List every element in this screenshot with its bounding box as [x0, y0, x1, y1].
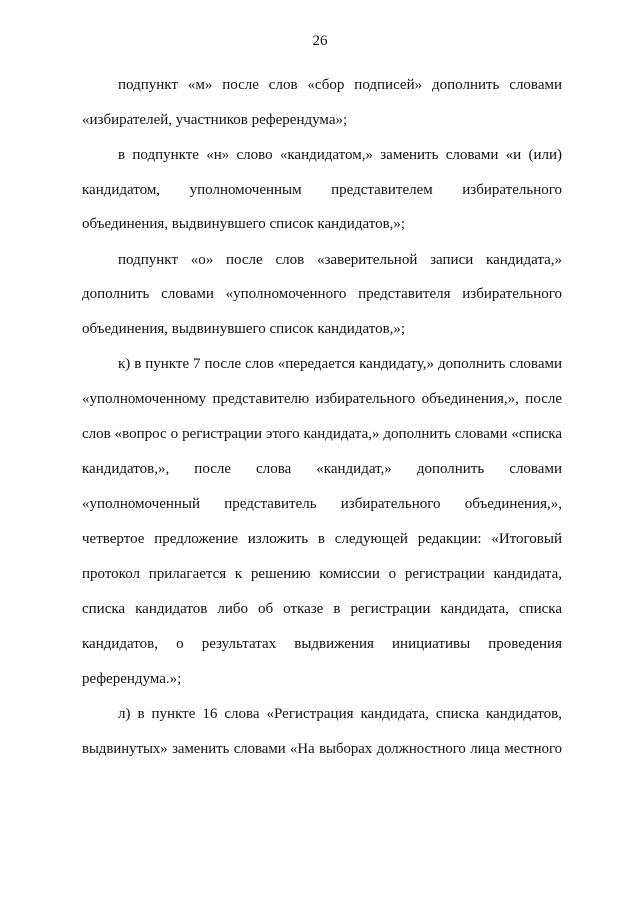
text-line: списка кандидатов либо об отказе в регистрации кандидата, списка: [82, 601, 562, 617]
text-line: кандидатов, о результатах выдвижения инициативы проведения: [82, 636, 562, 652]
text-line: подпункт «о» после слов «заверительной записи кандидата,»: [118, 252, 562, 268]
page-number: 26: [312, 33, 328, 49]
text-line: «избирателей, участников референдума»;: [82, 112, 348, 128]
text-line: в подпункте «н» слово «кандидатом,» заменить словами «и (или): [118, 147, 562, 163]
text-line: л) в пункте 16 слова «Регистрация кандидата, списка кандидатов,: [118, 706, 562, 722]
text-line: «уполномоченному представителю избирательного объединения,», после: [82, 391, 562, 407]
text-line: кандидатом, уполномоченным представителем избирательного: [82, 182, 562, 198]
text-line: четвертое предложение изложить в следующей редакции: «Итоговый: [82, 531, 562, 547]
text-line: дополнить словами «уполномоченного представителя избирательного: [82, 286, 562, 302]
text-line: кандидатов,», после слова «кандидат,» дополнить словами: [82, 461, 562, 477]
text-line: слов «вопрос о регистрации этого кандидата,» дополнить словами «списка: [82, 426, 562, 442]
text-line: объединения, выдвинувшего список кандидатов,»;: [82, 216, 406, 232]
text-line: «уполномоченный представитель избирательного объединения,»,: [82, 496, 562, 512]
text-line: референдума.»;: [82, 671, 182, 687]
text-line: к) в пункте 7 после слов «передается кандидату,» дополнить словами: [118, 356, 562, 372]
text-line: объединения, выдвинувшего список кандидатов,»;: [82, 321, 406, 337]
text-line: подпункт «м» после слов «сбор подписей» дополнить словами: [118, 77, 562, 93]
text-line: выдвинутых» заменить словами «На выборах должностного лица местного: [82, 741, 562, 757]
text-line: протокол прилагается к решению комиссии о регистрации кандидата,: [82, 566, 562, 582]
